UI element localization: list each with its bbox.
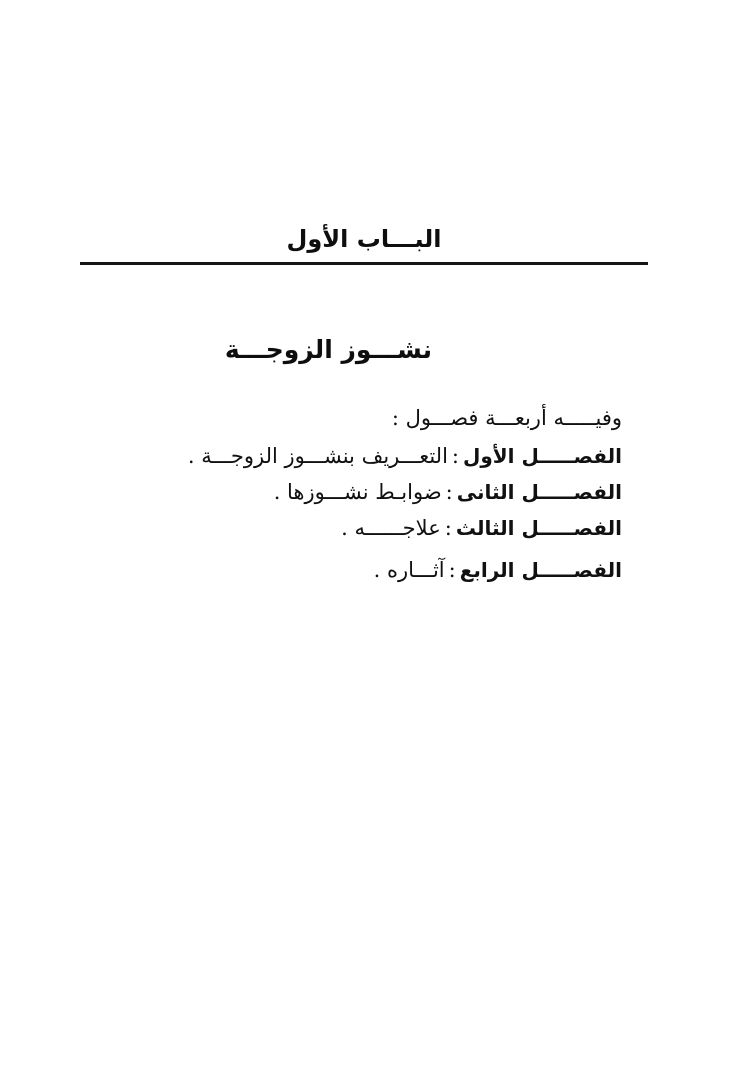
chapter-line-4 [150, 552, 622, 588]
chapter-name: الفصـــــل الأول [463, 444, 622, 468]
contents-intro: وفيـــــه أربعـــة فصـــول : [391, 406, 622, 430]
chapter-name: الفصـــــل الثالث [455, 516, 622, 540]
chapter-separator: : [451, 444, 459, 468]
chapter-name: الفصـــــل الثانى [456, 480, 622, 504]
chapter-line-2 [150, 474, 622, 510]
chapter-description: علاجــــــه . [341, 516, 441, 540]
section-heading: نشـــوز الزوجـــة [224, 335, 432, 364]
chapter-separator: : [445, 480, 453, 504]
chapter-line-1 [150, 438, 622, 474]
chapter-separator: : [448, 558, 456, 582]
chapter-description: ضوابـط نشـــوزها . [273, 480, 442, 504]
chapter-separator: : [444, 516, 452, 540]
title-divider [80, 262, 648, 265]
part-title: البـــاب الأول [286, 225, 442, 253]
chapter-description: آثـــاره . [373, 558, 445, 582]
chapter-contents [150, 400, 622, 588]
chapter-line-3 [150, 510, 622, 546]
chapter-description: التعـــريف بنشـــوز الزوجـــة . [187, 444, 448, 468]
chapter-name: الفصـــــل الرابع [459, 558, 622, 582]
